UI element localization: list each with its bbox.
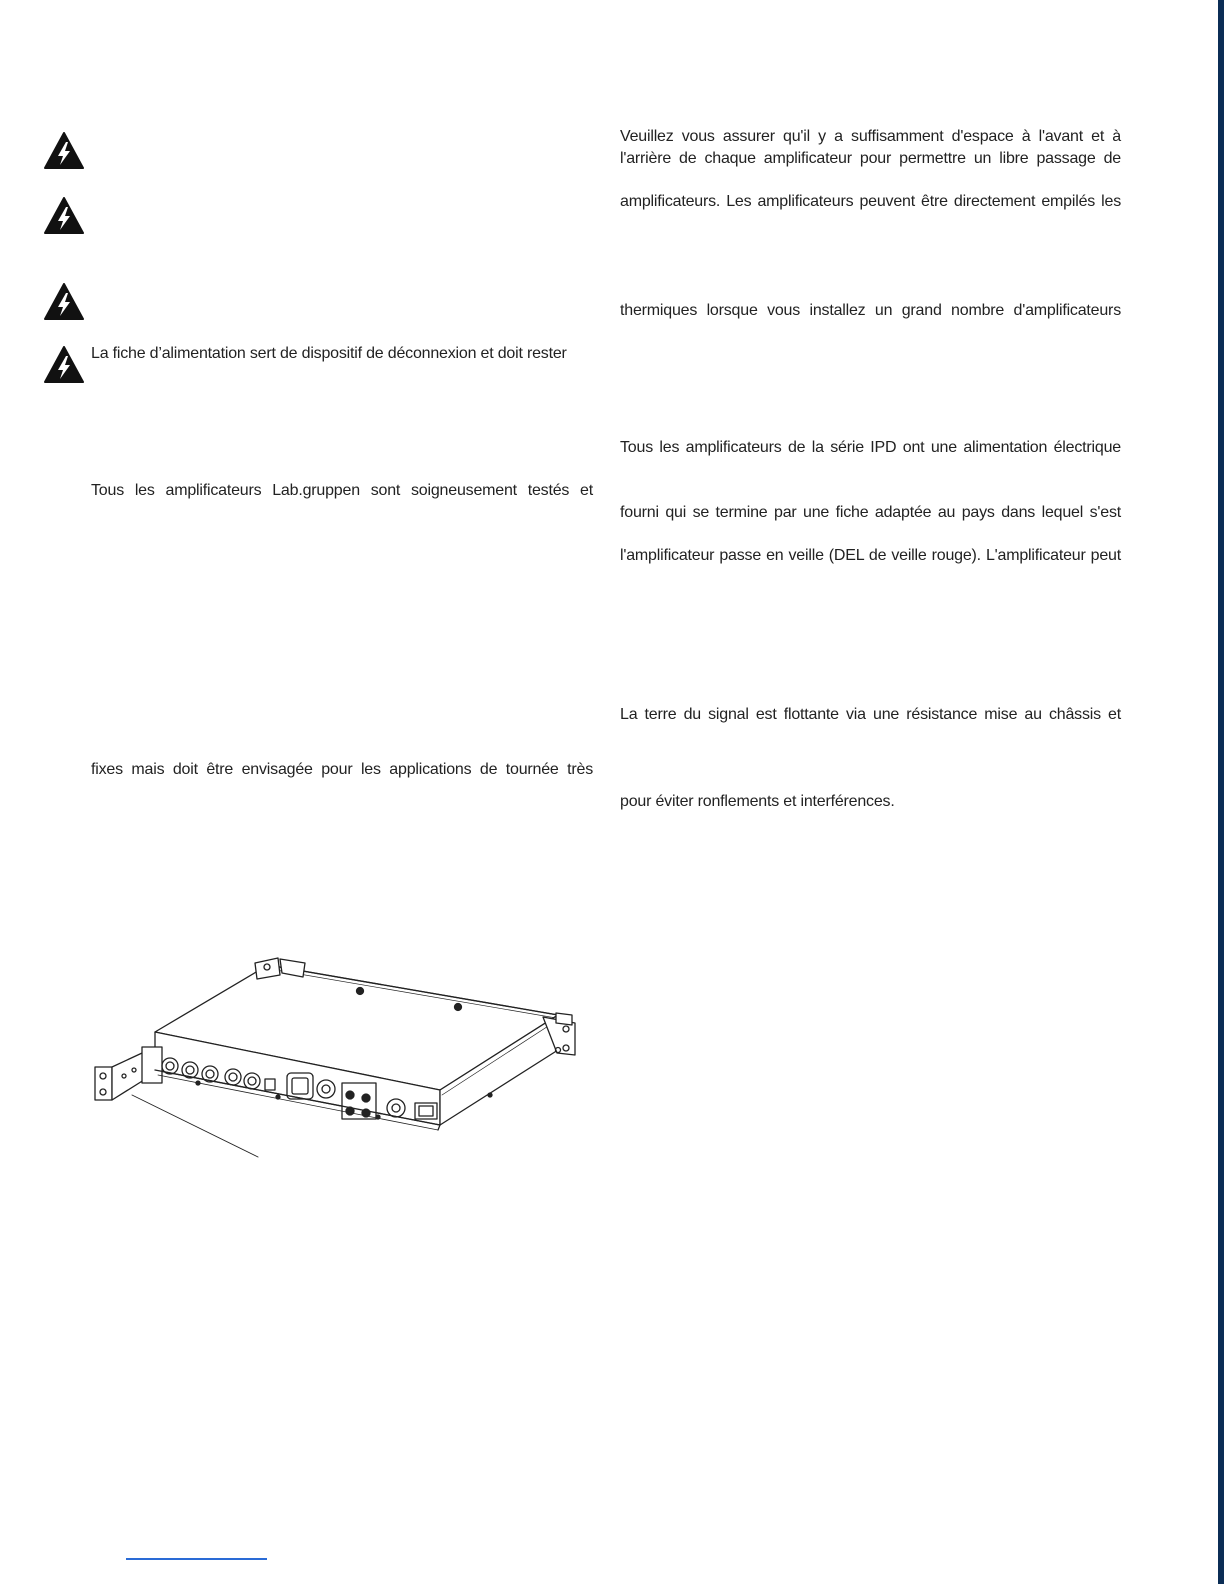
stacking-text: amplificateurs. Les amplificateurs peuvent être directement empilés les — [620, 193, 1121, 210]
hum-text: pour éviter ronflements et interférences. — [620, 793, 895, 810]
page-edge-bar — [1218, 0, 1224, 1584]
ground-text: La terre du signal est flottante via une résistance mise au châssis et — [620, 706, 1121, 723]
plug-text: fourni qui se termine par une fiche adaptée au pays dans lequel s'est — [620, 504, 1121, 521]
thermal-text: thermiques lorsque vous installez un grand nombre d'amplificateurs — [620, 302, 1121, 319]
touring-text: fixes mais doit être envisagée pour les applications de tournée très — [91, 761, 593, 778]
power-plug-warning-text: La fiche d’alimentation sert de dispositif de déconnexion et doit rester — [91, 345, 567, 362]
ventilation-text-line1: Veuillez vous assurer qu'il y a suffisamment d'espace à l'avant et à — [620, 128, 1121, 145]
power-supply-text: Tous les amplificateurs de la série IPD ont une alimentation électrique — [620, 439, 1121, 456]
tested-text: Tous les amplificateurs Lab.gruppen sont soigneusement testés et — [91, 482, 593, 499]
lightning-warning-icon — [44, 197, 84, 234]
amplifier-rack-illustration — [90, 955, 590, 1165]
standby-text: l'amplificateur passe en veille (DEL de veille rouge). L'amplificateur peut — [620, 547, 1121, 564]
footer-link-underline — [126, 1558, 267, 1560]
lightning-warning-icon — [44, 346, 84, 383]
lightning-warning-icon — [44, 283, 84, 320]
ventilation-text-line2: l'arrière de chaque amplificateur pour permettre un libre passage de — [620, 150, 1121, 167]
lightning-warning-icon — [44, 132, 84, 169]
